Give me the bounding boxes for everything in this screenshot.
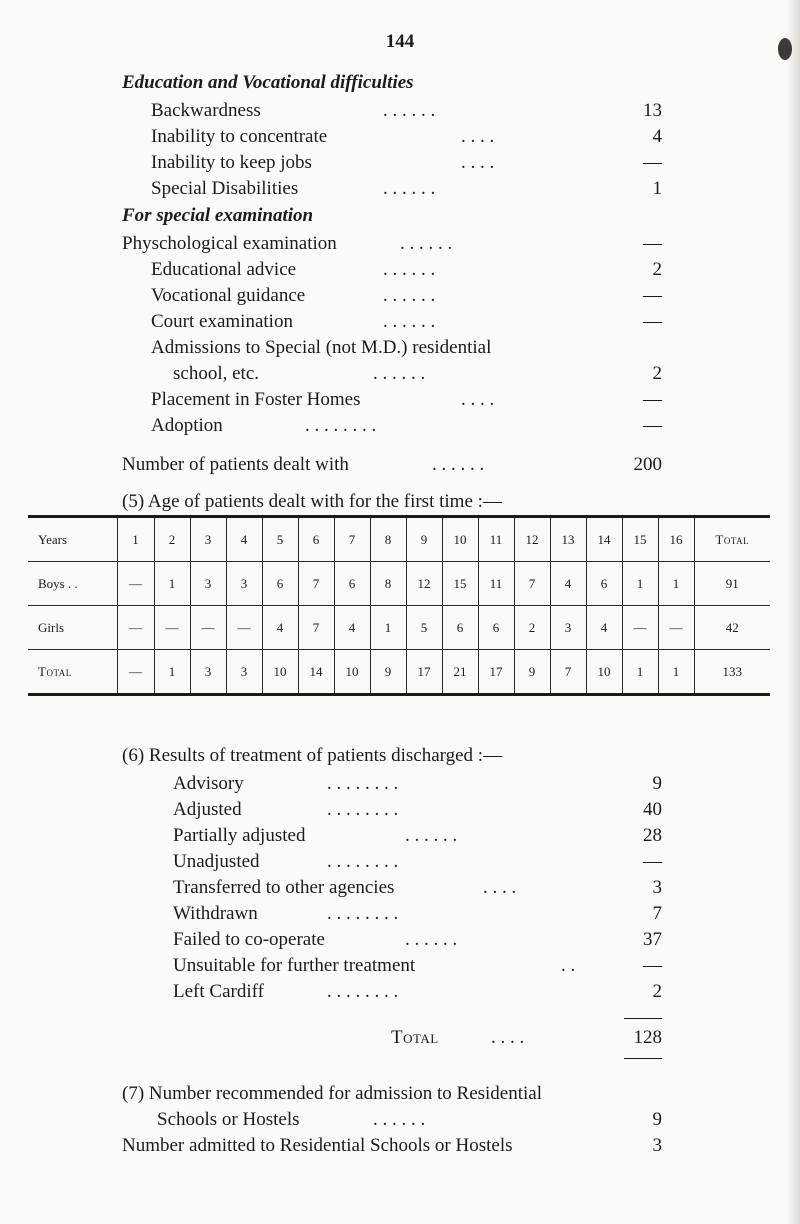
row-dots: . . . . . . — [383, 285, 436, 306]
age-table-cell: 3 — [226, 562, 262, 606]
row-label: Withdrawn — [173, 903, 258, 924]
row-value: 4 — [652, 126, 662, 147]
row-value: 2 — [652, 981, 662, 1002]
row-label: Adoption — [151, 415, 223, 436]
age-table-cell: 1 — [658, 562, 694, 606]
age-table-cell: 1 — [154, 650, 190, 695]
age-table-cell: 17 — [478, 650, 514, 695]
row-value: — — [643, 851, 662, 872]
age-table-cell: 7 — [550, 650, 586, 695]
age-table-cell: 42 — [694, 606, 770, 650]
row-label: Court examination — [151, 311, 293, 332]
age-table-cell: 3 — [190, 562, 226, 606]
age-table-cell: 9 — [406, 517, 442, 562]
age-table-header — [28, 517, 770, 562]
row-dots: . . . . . . — [383, 178, 436, 199]
page-number: 144 — [385, 31, 415, 52]
row-dots: . . . . . . . . — [327, 981, 399, 1002]
age-table-cell: 13 — [550, 517, 586, 562]
age-table-cell: 1 — [117, 517, 154, 562]
special-item — [151, 387, 662, 413]
special-item — [151, 413, 662, 439]
total-rule-top — [624, 1018, 662, 1019]
age-table-cell: 4 — [226, 517, 262, 562]
row-value: 2 — [652, 259, 662, 280]
row-dots: . . . . . . — [373, 1109, 426, 1130]
row-label: Unsuitable for further treatment — [173, 955, 416, 976]
results-item — [173, 797, 662, 823]
special-heading: For special examination — [122, 205, 314, 226]
physchological-row — [122, 231, 662, 257]
results-item — [173, 771, 662, 797]
age-table-cell: — — [190, 606, 226, 650]
age-table-cell: 8 — [370, 517, 406, 562]
age-table-cell: — — [226, 606, 262, 650]
row-value: 13 — [643, 100, 662, 121]
results-item — [173, 823, 662, 849]
patients-total-row — [122, 452, 662, 478]
row-value: — — [643, 285, 662, 306]
age-section-title: (5) Age of patients dealt with for the first time :— — [122, 491, 502, 512]
row-label: Special Disabilities — [151, 178, 299, 199]
age-table-cell: 7 — [334, 517, 370, 562]
row-value: — — [643, 233, 662, 254]
row-label: Educational advice — [151, 259, 297, 280]
row-label: Partially adjusted — [173, 825, 306, 846]
results-item — [173, 953, 662, 979]
age-table-cell: 5 — [406, 606, 442, 650]
row-dots: . . . . . . — [383, 100, 436, 121]
row-dots: . . . . . . . . — [327, 903, 399, 924]
age-table-cell: 1 — [622, 562, 658, 606]
age-table-cell: 133 — [694, 650, 770, 695]
age-table-cell: Boys . . — [38, 575, 78, 591]
row-label: Vocational guidance — [151, 285, 306, 306]
row-dots: . . . . — [461, 389, 495, 410]
row-label: Number admitted to Residential Schools or Hostels — [122, 1135, 513, 1156]
age-table-cell: 6 — [262, 562, 298, 606]
residential-recommended-row — [157, 1107, 662, 1133]
age-table-cell: 15 — [622, 517, 658, 562]
age-table-cell: 16 — [658, 517, 694, 562]
age-table-cell: 7 — [514, 562, 550, 606]
age-table-cell: Total — [694, 517, 770, 562]
row-value: 28 — [643, 825, 662, 846]
row-dots: . . . . . . — [400, 233, 453, 254]
special-item — [151, 283, 662, 309]
age-table-cell: 4 — [262, 606, 298, 650]
age-table-cell: 17 — [406, 650, 442, 695]
age-table-cell: 3 — [190, 517, 226, 562]
row-label: Failed to co-operate — [173, 929, 325, 950]
age-table-wrap — [28, 515, 770, 696]
row-label: Placement in Foster Homes — [151, 389, 361, 410]
row-value: 1 — [652, 178, 662, 199]
row-dots: . . . . — [483, 877, 517, 898]
age-table-cell: 10 — [586, 650, 622, 695]
row-label: Physchological examination — [122, 233, 337, 254]
age-table-cell: 3 — [550, 606, 586, 650]
age-table-cell: 6 — [478, 606, 514, 650]
row-dots: . . . . . . — [432, 454, 485, 475]
residential-line1: (7) Number recommended for admission to Residential — [122, 1083, 543, 1104]
age-table-cell: 6 — [586, 562, 622, 606]
row-value: 9 — [652, 1109, 662, 1130]
row-label: Inability to concentrate — [151, 126, 328, 147]
row-label: Backwardness — [151, 100, 261, 121]
row-dots: . . . . . . . . — [305, 415, 377, 436]
row-label: Adjusted — [173, 799, 242, 820]
age-table-cell: 1 — [154, 562, 190, 606]
special-item — [151, 257, 662, 283]
age-table-cell: 10 — [262, 650, 298, 695]
row-dots: . . . . — [461, 126, 495, 147]
residential-admitted-row — [122, 1133, 662, 1159]
row-label: Inability to keep jobs — [151, 152, 312, 173]
age-table-cell: 4 — [586, 606, 622, 650]
row-dots: . . . . . . — [405, 929, 458, 950]
age-table-cell: 1 — [658, 650, 694, 695]
age-table-cell: Girls — [38, 619, 64, 635]
row-value: 9 — [652, 773, 662, 794]
special-item — [151, 309, 662, 335]
row-dots: . . — [561, 955, 576, 976]
page-edge-shadow — [786, 0, 800, 1224]
age-table-cell: 12 — [406, 562, 442, 606]
age-table-cell: 3 — [226, 650, 262, 695]
row-label: Transferred to other agencies — [173, 877, 395, 898]
age-table-cell: 4 — [550, 562, 586, 606]
row-value: 2 — [652, 363, 662, 384]
age-table-cell: — — [658, 606, 694, 650]
age-table-row — [28, 650, 770, 695]
age-table-cell: 2 — [154, 517, 190, 562]
total-dots: . . . . — [491, 1027, 525, 1048]
age-table-row — [28, 562, 770, 606]
results-total-row — [173, 1025, 662, 1051]
age-table-cell: — — [154, 606, 190, 650]
age-table-cell: — — [622, 606, 658, 650]
age-table-cell: 10 — [334, 650, 370, 695]
education-heading: Education and Vocational difficulties — [122, 72, 414, 93]
age-table-cell: 12 — [514, 517, 550, 562]
age-table-cell: 10 — [442, 517, 478, 562]
age-table-cell: 9 — [370, 650, 406, 695]
row-label: school, etc. — [173, 363, 260, 384]
education-item — [151, 176, 662, 202]
education-item — [151, 150, 662, 176]
age-table-cell: 3 — [190, 650, 226, 695]
age-table-cell: 8 — [370, 562, 406, 606]
row-value: — — [643, 389, 662, 410]
age-table-cell: 11 — [478, 562, 514, 606]
age-table-cell: — — [117, 606, 154, 650]
row-dots: . . . . . . . . — [327, 851, 399, 872]
results-item — [173, 901, 662, 927]
age-table-cell: 1 — [622, 650, 658, 695]
row-dots: . . . . . . . . — [327, 799, 399, 820]
results-item — [173, 875, 662, 901]
admissions-line1: Admissions to Special (not M.D.) residential — [151, 337, 492, 358]
age-table-cell: 7 — [298, 562, 334, 606]
total-label: Total — [391, 1027, 439, 1048]
age-table-cell: Years — [38, 531, 68, 547]
row-value: — — [643, 311, 662, 332]
row-label: Unadjusted — [173, 851, 260, 872]
age-table-cell: 5 — [262, 517, 298, 562]
age-table-cell: 91 — [694, 562, 770, 606]
row-value: 3 — [652, 1135, 662, 1156]
age-table-cell: — — [117, 650, 154, 695]
age-table-cell: 1 — [370, 606, 406, 650]
row-value: 200 — [633, 454, 662, 475]
row-dots: . . . . . . . . — [327, 773, 399, 794]
row-value: — — [643, 415, 662, 436]
age-table — [28, 515, 770, 696]
age-table-row — [28, 606, 770, 650]
row-label: Schools or Hostels — [157, 1109, 300, 1130]
row-value: 7 — [652, 903, 662, 924]
age-table-cell: 6 — [442, 606, 478, 650]
age-table-cell: 11 — [478, 517, 514, 562]
age-table-cell: 2 — [514, 606, 550, 650]
row-dots: . . . . . . — [383, 259, 436, 280]
age-table-cell: 6 — [298, 517, 334, 562]
total-rule-bottom — [624, 1058, 662, 1059]
row-label: Number of patients dealt with — [122, 454, 349, 475]
age-table-cell: — — [117, 562, 154, 606]
age-table-cell: 14 — [586, 517, 622, 562]
results-title: (6) Results of treatment of patients discharged :— — [122, 745, 503, 766]
row-label: Advisory — [173, 773, 244, 794]
row-value: — — [643, 152, 662, 173]
age-table-cell: 15 — [442, 562, 478, 606]
admissions-row — [173, 361, 662, 387]
row-label: Left Cardiff — [173, 981, 264, 1002]
results-item — [173, 849, 662, 875]
age-table-cell: 6 — [334, 562, 370, 606]
age-table-cell: 7 — [298, 606, 334, 650]
row-value: 3 — [652, 877, 662, 898]
row-dots: . . . . . . — [405, 825, 458, 846]
total-value: 128 — [633, 1027, 662, 1048]
education-item — [151, 124, 662, 150]
education-item — [151, 98, 662, 124]
age-table-cell: 14 — [298, 650, 334, 695]
row-value: 40 — [643, 799, 662, 820]
age-table-cell: 21 — [442, 650, 478, 695]
row-value: — — [643, 955, 662, 976]
row-dots: . . . . . . — [373, 363, 426, 384]
row-dots: . . . . — [461, 152, 495, 173]
results-item — [173, 979, 662, 1005]
results-item — [173, 927, 662, 953]
age-table-cell: Total — [38, 663, 72, 679]
row-value: 37 — [643, 929, 662, 950]
row-dots: . . . . . . — [383, 311, 436, 332]
age-table-cell: 9 — [514, 650, 550, 695]
age-table-cell: 4 — [334, 606, 370, 650]
